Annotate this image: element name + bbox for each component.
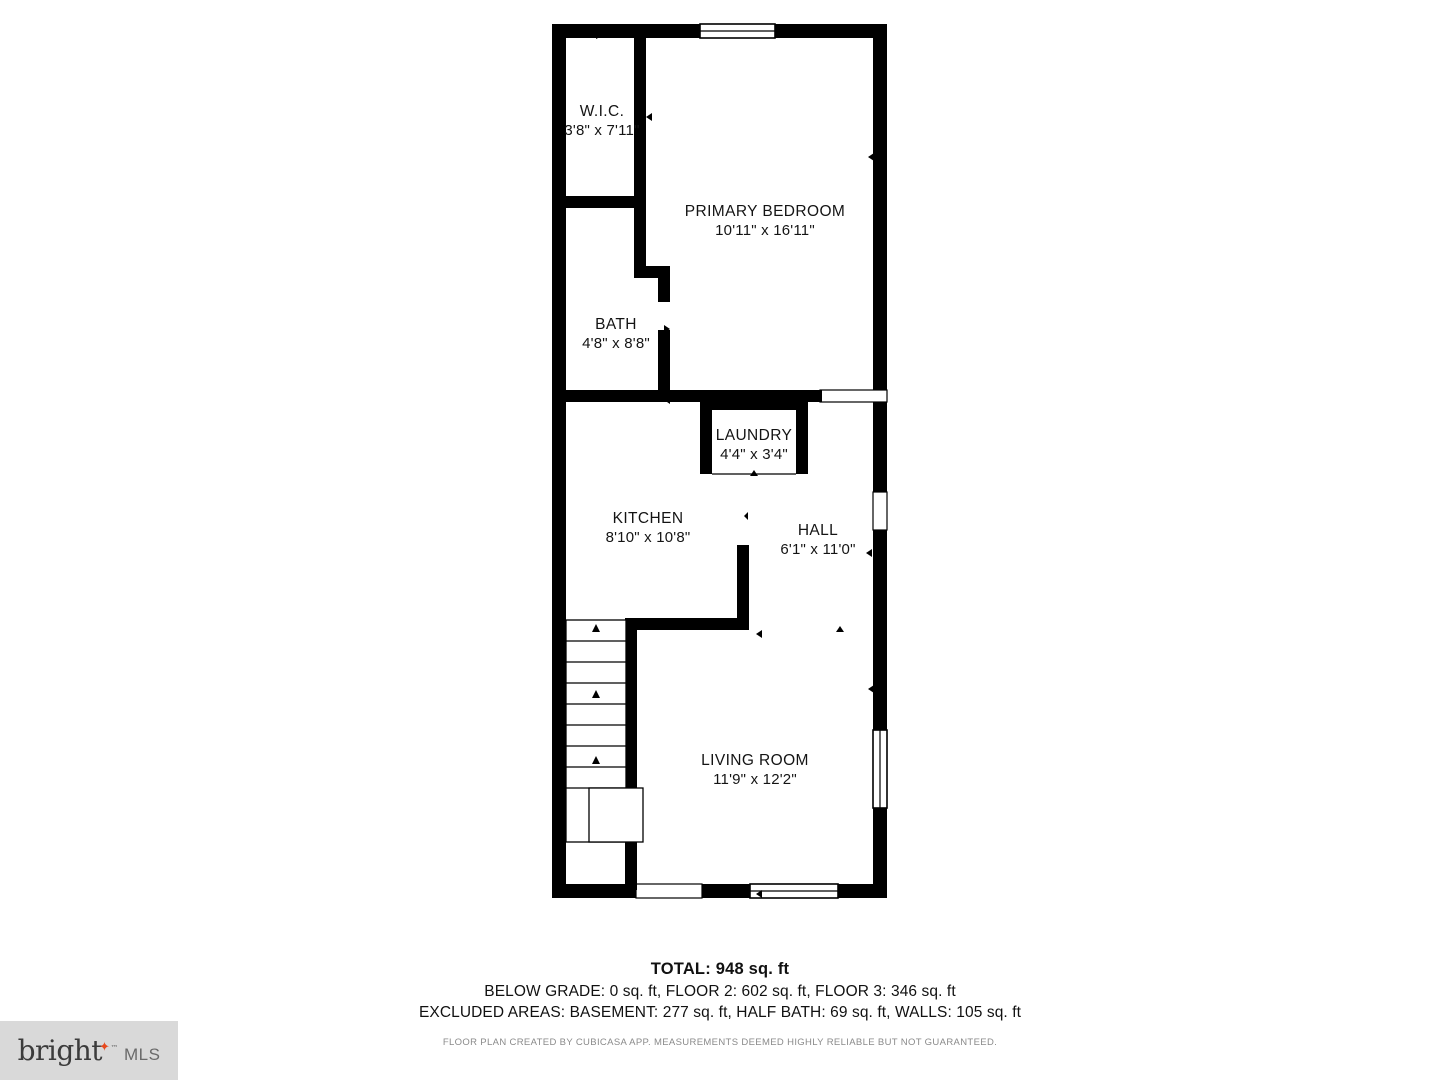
- room-name: LIVING ROOM: [701, 752, 809, 769]
- wall-stairs-right: [625, 618, 637, 890]
- trademark-symbol: ™: [110, 1044, 118, 1052]
- window-right: [873, 730, 887, 808]
- disclaimer-text: FLOOR PLAN CREATED BY CUBICASA APP. MEASUREMENTS DEEMED HIGHLY RELIABLE BUT NOT GUARANTEED.: [442, 1037, 998, 1048]
- room-dims: 8'10" x 10'8": [605, 528, 691, 546]
- room-name: KITCHEN: [612, 510, 684, 527]
- wall-step-c: [658, 266, 670, 302]
- room-dims: 4'8" x 8'8": [582, 334, 650, 352]
- room-name: HALL: [797, 522, 839, 539]
- logo-wordmark: bright: [17, 1034, 103, 1067]
- room-label-primary-bedroom: [615, 203, 915, 240]
- room-dims: 11'9" x 12'2": [713, 770, 797, 788]
- opening-bottom-left: [636, 884, 702, 898]
- total-area: TOTAL: 948 sq. ft: [650, 960, 790, 978]
- room-label-wic: [502, 103, 702, 140]
- room-label-bath: [516, 316, 716, 353]
- room-name: BATH: [595, 316, 637, 333]
- excluded-areas: EXCLUDED AREAS: BASEMENT: 277 sq. ft, HALF BATH: 69 sq. ft, WALLS: 105 sq. ft: [418, 1004, 1022, 1021]
- wall-laundry-top: [700, 402, 808, 410]
- wall-mid-horizontal: [552, 390, 822, 402]
- room-label-living-room: [655, 752, 855, 789]
- room-name: LAUNDRY: [715, 427, 793, 444]
- area-summary: [0, 960, 1440, 1048]
- room-label-hall: [718, 522, 918, 559]
- window-bottom: [750, 884, 838, 898]
- room-dims: 3'8" x 7'11": [564, 121, 640, 139]
- room-dims: 6'1" x 11'0": [780, 540, 856, 558]
- room-label-laundry: [654, 427, 854, 464]
- bright-mls-logo: [0, 1021, 178, 1080]
- star-icon: ✦: [99, 1040, 110, 1055]
- room-dims: 4'4" x 3'4": [720, 445, 788, 463]
- room-name: PRIMARY BEDROOM: [684, 203, 846, 220]
- logo-mls-text: MLS: [123, 1045, 161, 1064]
- wall-kitchen-bottom: [625, 618, 749, 630]
- room-name: W.I.C.: [579, 103, 625, 120]
- window-top: [700, 24, 775, 38]
- opening-right-upper: [820, 390, 887, 402]
- room-dims: 10'11" x 16'11": [715, 221, 815, 239]
- area-breakdown: BELOW GRADE: 0 sq. ft, FLOOR 2: 602 sq. ft, FLOOR 3: 346 sq. ft: [484, 983, 956, 1000]
